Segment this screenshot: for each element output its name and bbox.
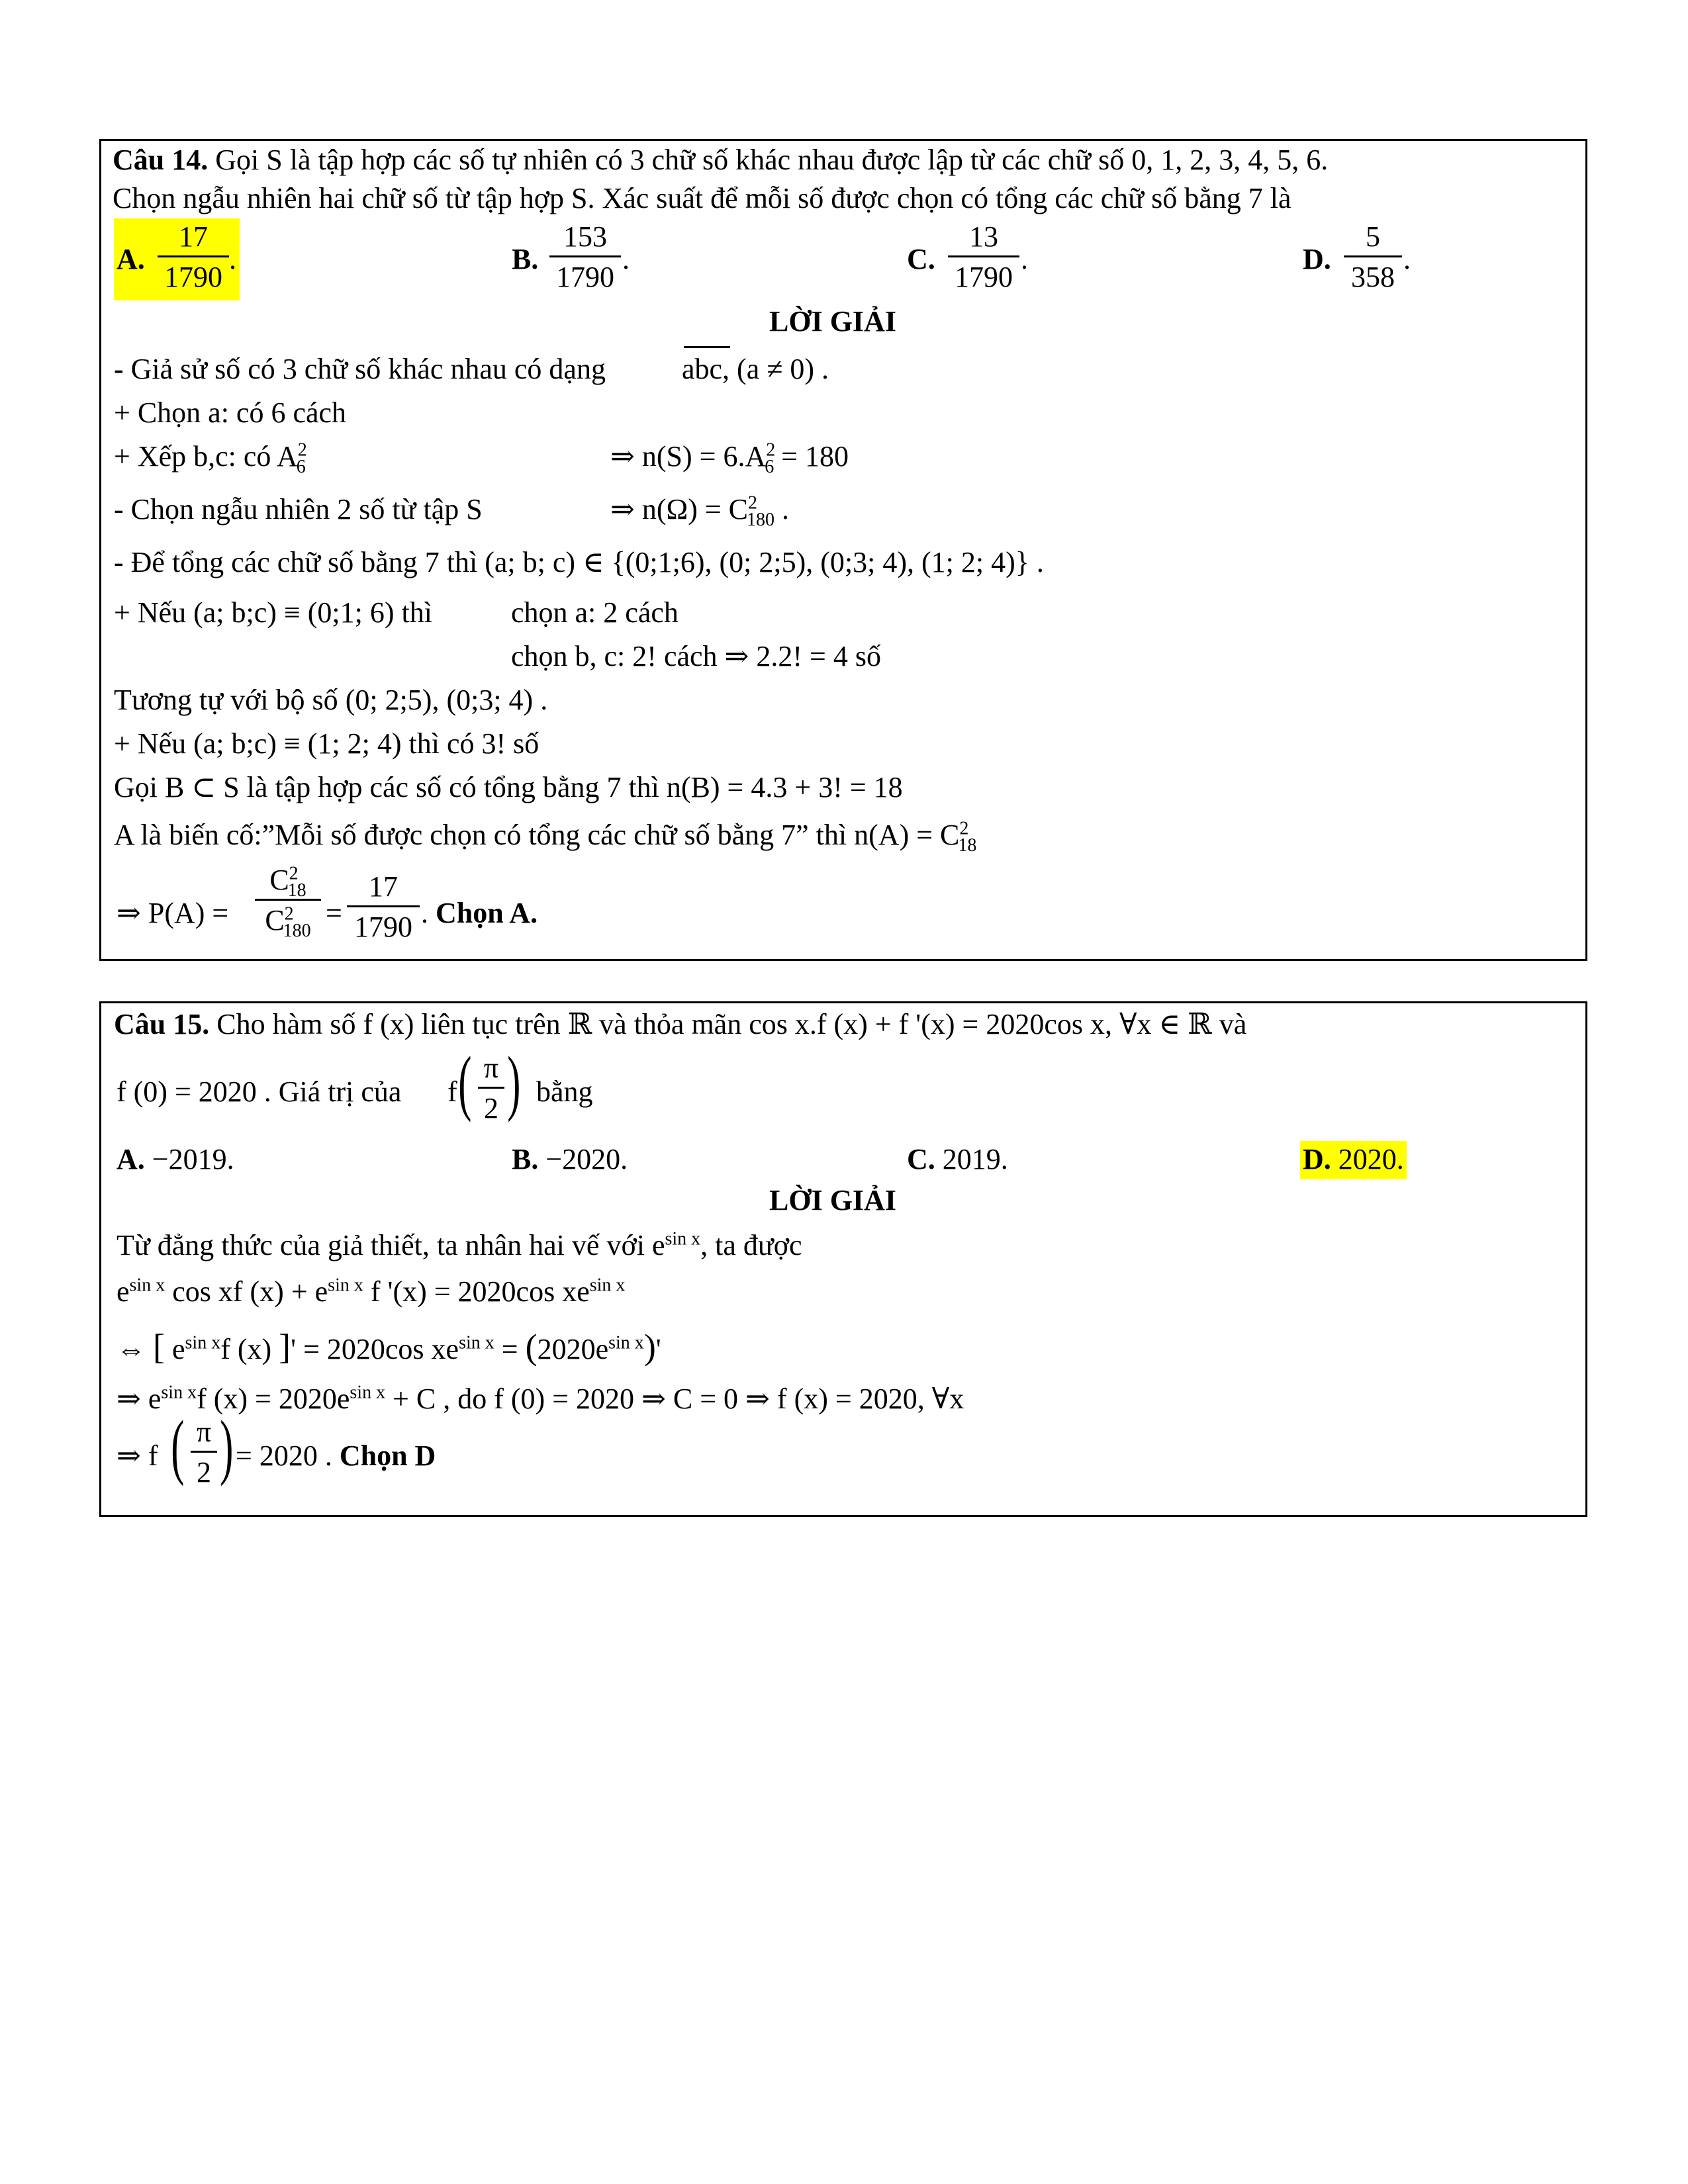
denominator-two: 2 [197, 1456, 211, 1488]
q15-s5-tail-text: = 2020 . [236, 1439, 332, 1472]
left-paren: ( [171, 1406, 185, 1486]
q14-option-b-fraction [549, 222, 621, 292]
q14-s10-math2: n(B) = 4.3 + 3! = 18 [666, 771, 903, 803]
q14-option-a-num: 17 [179, 220, 208, 253]
q14-s8-math: (0; 2;5), (0;3; 4) . [345, 684, 548, 716]
q15-s1-exp: $e^{sin x}$ [651, 1228, 701, 1261]
q15-stem-a: Cho hàm số [216, 1008, 356, 1040]
denominator-two: 2 [484, 1092, 498, 1124]
q15-stem-b: liên tục trên [421, 1008, 561, 1040]
q15-solution-line-4: ⇒ $e^{sin x}f$ $(x) = 2020e^{sin x} + C$ , do f (0) = 2020 ⇒ C = 0 ⇒ f (x) = 2020, ∀x [117, 1382, 964, 1415]
q14-solution-line-3: + Xếp b,c: có $A^2_6$ [114, 439, 307, 477]
q14-s12-choose: Chọn A. [436, 897, 538, 929]
q14-s8-text: Tương tự với bộ số [114, 684, 338, 716]
q15-option-b [512, 1145, 628, 1174]
pi-symbol: π [483, 1052, 499, 1084]
q15-option-c [907, 1145, 1008, 1174]
q14-option-d-dot: . [1403, 243, 1411, 275]
q15-s1-tail: , ta được [700, 1229, 802, 1261]
q14-s3-result-text: ⇒ n(S) = 6.A [610, 440, 767, 473]
q14-option-a-fraction [158, 222, 229, 292]
q14-option-c-fraction [948, 222, 1019, 292]
q14-s7-tail: số [855, 640, 881, 672]
q15-stem-line-2: f (0) = 2020 . Giá trị của [117, 1075, 402, 1108]
q14-s12-num: 17 [369, 870, 398, 903]
q15-option-b-value: −2020. [545, 1143, 628, 1175]
q14-s12-binomial-num: $C^2_{18}$ [269, 863, 306, 901]
q14-solution-line-9 [114, 729, 539, 758]
q14-solution-line-2: + Chọn a: có 6 cách [114, 396, 347, 429]
q14-option-d-letter: D. [1303, 243, 1331, 275]
q15-option-b-letter: B. [512, 1143, 539, 1175]
q14-option-b-den: 1790 [556, 261, 614, 293]
q14-stem-2: Chọn ngẫu nhiên hai chữ số từ tập hợp S. Xác suất để mỗi số được chọn có tổng các chữ số bằng 7 là [113, 182, 1291, 214]
q14-s7-math: 2! cách ⇒ 2.2! = 4 [632, 640, 848, 672]
q15-s1-text: Từ đẳng thức của giả thiết, ta nhân hai vế với [117, 1229, 645, 1261]
q14-option-b-dot: . [622, 243, 630, 275]
q14-option-c-num: 13 [969, 220, 998, 253]
right-paren: ) [220, 1406, 234, 1486]
q14-s6-a: + Nếu [114, 596, 187, 629]
q15-option-d [1300, 1141, 1407, 1179]
q14-s12-choice: . Chọn A. [421, 897, 538, 929]
q15-stem-equation: cos x.f (x) + f '(x) = 2020cos x, ∀x ∈ ℝ [749, 1008, 1212, 1040]
q15-option-d-letter: D. [1303, 1143, 1331, 1175]
q14-s6-math: (a; b;c) ≡ (0;1; 6) [193, 596, 395, 629]
q15-s5-prefix: ⇒ f [117, 1439, 158, 1472]
q14-s11-math: n(A) = C [854, 819, 960, 851]
q14-s10-math: B ⊂ S [165, 771, 240, 803]
q14-option-d-num: 5 [1366, 220, 1380, 253]
q14-s1-text: Giả sử số có 3 chữ số khác nhau có dạng [130, 353, 606, 385]
equals-sign: = [326, 897, 342, 929]
q14-s5-math: (a; b; c) ∈ {(0;1;6), (0; 2;5), (0;3; 4), (1; 2; 4)} . [485, 546, 1044, 578]
left-paren: ( [458, 1042, 472, 1122]
q14-s4-result-text: ⇒ n(Ω) = C [610, 493, 749, 525]
q14-option-a-den: 1790 [164, 261, 222, 293]
q14-s12-result-fraction [347, 872, 420, 942]
q15-option-a-letter: A. [117, 1143, 145, 1175]
q15-solution-title: LỜI GIẢI [769, 1184, 896, 1216]
q14-s12-binomial-den: $C^2_{180}$ [265, 903, 311, 941]
q14-solution-line-1 [114, 355, 606, 384]
q15-s5-tail [236, 1441, 436, 1471]
q14-s1-math: abc, (a ≠ 0) . [682, 353, 829, 385]
pi-symbol: π [196, 1416, 212, 1448]
q15-option-a [117, 1145, 234, 1174]
q14-s5-text: - Để tổng các chữ số bằng 7 thì [114, 546, 478, 578]
q14-s10-b: là tập hợp các số có tổng bằng 7 thì [246, 771, 659, 803]
q14-s12-den: 1790 [354, 911, 412, 943]
q14-s3-text: + Xếp b,c: có [114, 440, 271, 473]
right-paren: ) [507, 1042, 521, 1122]
q14-s4-result: ⇒ $n(\Omega) = C^2_{180}$ . [610, 492, 790, 530]
q15-stem-b2: bằng [536, 1075, 593, 1108]
q14-s12-binomial-fraction [255, 863, 321, 941]
q14-label: Câu 14. [113, 144, 209, 176]
q14-solution-line-5 [114, 548, 1044, 577]
q14-solution-line-7 [511, 642, 881, 671]
q14-option-a-letter: A. [117, 243, 145, 275]
q15-stem-fx: f (x) [363, 1008, 414, 1040]
q14-s9-c: 3! số [481, 727, 539, 760]
q15-s5-pi-fraction [191, 1418, 217, 1487]
q15-label: Câu 15. [114, 1008, 210, 1040]
q15-option-c-letter: C. [907, 1143, 935, 1175]
q14-option-d-den: 358 [1351, 261, 1395, 293]
q14-option-c-den: 1790 [955, 261, 1013, 293]
q14-s11-text: A là biến cố:”Mỗi số được chọn có tổng các chữ số bằng 7” thì [114, 819, 847, 851]
q14-s3-result-tail: = 180 [774, 440, 849, 473]
q14-option-c-dot: . [1021, 243, 1028, 275]
q14-solution-line-4: - Chọn ngẫu nhiên 2 số từ tập S [114, 493, 483, 525]
q14-s6-c: chọn a: 2 cách [511, 596, 679, 629]
q14-s9-a: + Nếu [114, 727, 187, 760]
q14-solution-title: LỜI GIẢI [769, 305, 896, 338]
q14-option-b-num: 153 [563, 220, 607, 253]
q14-s1-lead: - [114, 353, 131, 385]
q15-stem-real-set: ℝ [567, 1008, 592, 1040]
q15-stem-pi-fraction [478, 1054, 504, 1123]
q14-s9-b: thì có [408, 727, 475, 760]
q15-stem-c: và thỏa mãn [599, 1008, 742, 1040]
q15-solution-line-3: ⇔ [ $e^{sin x}f$ (x) ]' = 2020cos $xe^{sin x} = (2020e^{sin x})'$ [117, 1327, 661, 1367]
q14-s6-b: thì [401, 596, 432, 629]
q14-s12-prefix: ⇒ P(A) = [117, 897, 229, 929]
q14-stem-1: Gọi S là tập hợp các số tự nhiên có 3 chữ số khác nhau được lập từ các chữ số 0, 1, 2, 3, 4, 5, 6. [215, 144, 1329, 176]
q14-solution-line-11: A là biến cố:”Mỗi số được chọn có tổng các chữ số bằng 7” thì $n(A) = C^2_{18}$ [114, 818, 977, 856]
q14-solution-line-6 [114, 598, 432, 627]
q14-s3-result: ⇒ $n(S) = 6.A^2_6 = 180$ [610, 439, 849, 477]
q15-stem-d: và [1219, 1008, 1247, 1040]
overline [684, 346, 730, 348]
q15-option-d-value: 2020. [1338, 1143, 1404, 1175]
q14-option-c-letter: C. [907, 243, 935, 275]
q15-choose: Chọn D [339, 1439, 436, 1472]
q14-solution-line-8 [114, 686, 547, 715]
q15-stem-f: f [447, 1075, 457, 1108]
q14-solution-line-10 [114, 773, 903, 802]
q14-option-d-fraction [1344, 222, 1402, 292]
q14-s10-a: Gọi [114, 771, 158, 803]
q15-option-c-value: 2019. [942, 1143, 1008, 1175]
q14-option-a-dot: . [229, 243, 236, 275]
q14-s7-text: chọn b, c: [511, 640, 626, 672]
q15-stem-line-1 [114, 1010, 1246, 1039]
q14-stem-line-1 [113, 146, 1328, 175]
q15-option-a-value: −2019. [152, 1143, 234, 1175]
q15-solution-line-2: $e^{sin x}$ cos xf $(x) + e^{sin x}$ f '(x) = 2020cos $xe^{sin x}$ [117, 1275, 626, 1308]
q14-s9-math: (a; b;c) ≡ (1; 2; 4) [193, 727, 402, 760]
q14-option-b-letter: B. [512, 243, 539, 275]
q15-solution-line-1 [117, 1228, 802, 1261]
